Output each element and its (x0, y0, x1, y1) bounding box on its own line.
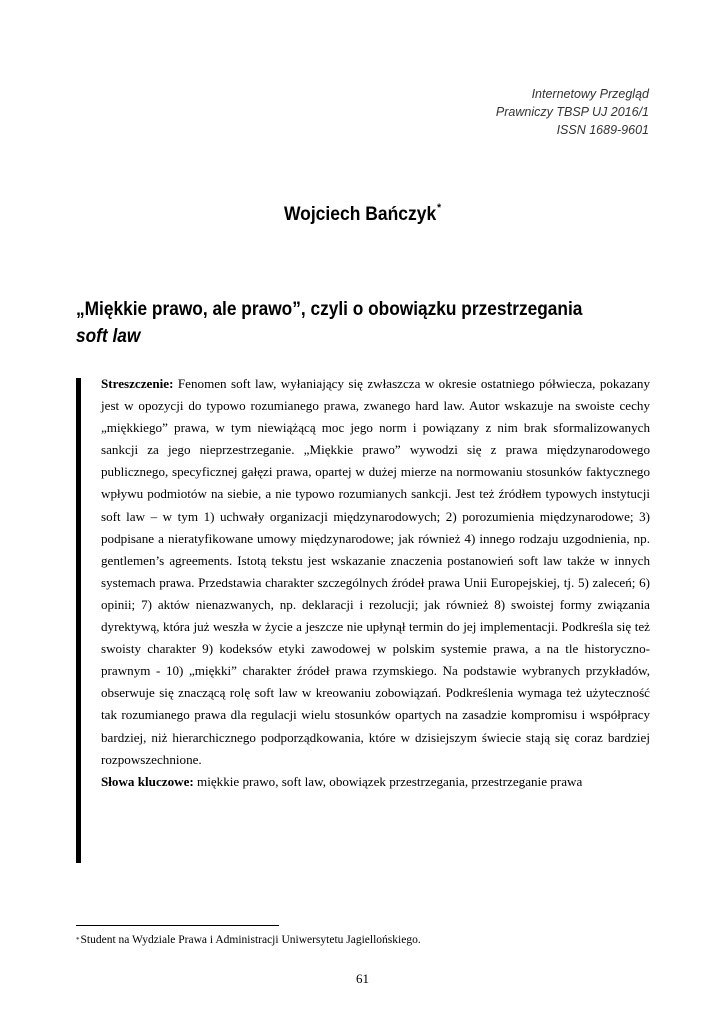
author-name: Wojciech Bańczyk (283, 204, 437, 225)
journal-issn: ISSN 1689-9601 (556, 123, 649, 137)
keywords-label: Słowa kluczowe: (101, 773, 194, 789)
footnote-text: Student na Wydziale Prawa i Administracji Uniwersytetu Jagiellońskiego. (80, 934, 421, 946)
keywords-paragraph (101, 771, 650, 793)
footnote-separator (76, 925, 279, 926)
abstract-side-bar (76, 378, 81, 863)
journal-name-line2: Prawniczy TBSP UJ 2016/1 (495, 105, 649, 119)
keywords-text: miękkie prawo, soft law, obowiązek przestrzegania, przestrzeganie prawa (197, 773, 583, 789)
journal-header (496, 85, 649, 139)
abstract-paragraph (101, 373, 650, 771)
paper-title (76, 296, 665, 350)
paper-title-line2: soft law (76, 326, 141, 347)
journal-name-line1: Internetowy Przegląd (531, 87, 649, 101)
footnote (76, 933, 421, 947)
abstract-text: Fenomen soft law, wyłaniający się zwłaszcza w okresie ostatniego półwiecza, pokazany jest w opozycji do typowo rozumianego prawa, zwanego hard law. Autor wskazuje na swoiste cechy „miękkiego” prawa, w tym niewiążącą moc jego norm i powiązany z nim brak sformalizowanych sankcji za jego nieprzestrzeganie. „Miękkie prawo” wywodzi się z prawa międzynarodowego publicznego, specyficznej gałęzi prawa, opartej w dużej mierze na normowaniu stosunków faktycznego wpływu podmiotów na siebie, a nie typowo rozumianych sankcji. Jest też źródłem typowych instytucji soft law – w tym 1) uchwały organizacji międzynarodowych; 2) porozumienia międzynarodowe; 3) podpisane a nieratyfikowane umowy międzynarodowe; jak również 4) innego rodzaju uzgodnienia, np. gentlemen’s agreements. Istotą tekstu jest wskazanie znaczenia postanowień soft law także w innych systemach prawa. Przedstawia charakter szczególnych źródeł prawa Unii Europejskiej, tj. 5) zaleceń; 6) opinii; 7) aktów nienazwanych, np. deklaracji i rezolucji; jak również 8) swoistej formy związania dyrektywą, która już weszła w życie a jeszcze nie upłynął termin do jej implementacji. Podkreśla się też swoisty charakter 9) kodeksów etyki zawodowej w polskim systemie prawa, a na tle historyczno-prawnym - 10) „miękki” charakter źródeł prawa rzymskiego. Na podstawie wybranych przykładów, obserwuje się znaczącą rolę soft law w kreowaniu zobowiązań. Podkreślenia wymaga też użyteczność tak rozumianego prawa dla regulacji wielu stosunków opartych na zasadzie kompromisu i współpracy bardziej, niż hierarchicznego podporządkowania, które w dzisiejszym świecie stają się coraz bardziej rozpowszechnione. (101, 376, 650, 767)
author-name-block (29, 204, 696, 226)
abstract-block (101, 373, 650, 793)
footnote-mark: * (76, 936, 80, 944)
abstract-label: Streszczenie: (101, 376, 174, 391)
page-number: 61 (356, 971, 369, 986)
author-footnote-mark: * (437, 202, 442, 214)
paper-title-line1: „Miękkie prawo, ale prawo”, czyli o obowiązku przestrzegania (76, 299, 583, 320)
